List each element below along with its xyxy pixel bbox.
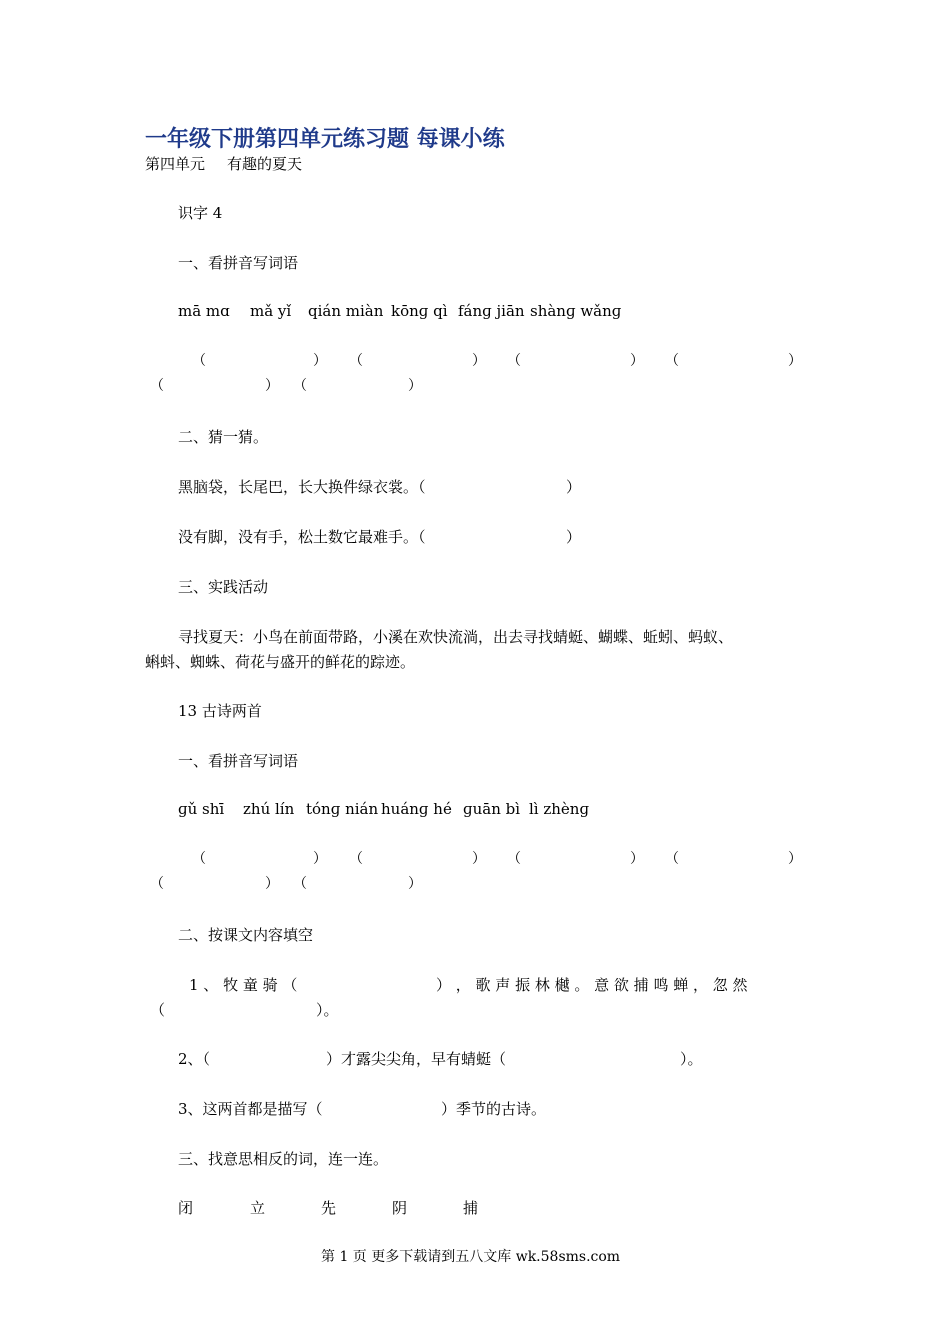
pinyin-word: fánɡ jiān <box>458 302 525 320</box>
section-heading: 一、看拼音写词语 <box>178 752 299 770</box>
pinyin-word: ɡǔ shī <box>178 800 225 818</box>
lesson-title-1: 识字 4 <box>178 204 223 222</box>
pinyin-word: zhú lín <box>243 800 295 818</box>
activity-text-line: 寻找夏天：小鸟在前面带路，小溪在欢快流淌，出去寻找蜻蜓、蝴蝶、蚯蚓、蚂蚁、 <box>178 628 734 646</box>
blank-open: （ <box>150 1001 166 1019</box>
blank-close: ） <box>265 876 279 892</box>
blank-close: ） <box>472 851 486 867</box>
pinyin-word: ɡuān bì <box>463 800 521 818</box>
pinyin-word: lì zhènɡ <box>529 800 590 818</box>
blank-close: ） <box>313 353 327 369</box>
riddle-1 <box>178 476 426 497</box>
unit-label <box>145 153 302 174</box>
pinyin-word: kōnɡ qì <box>391 302 448 320</box>
blank-open: （ <box>192 353 206 369</box>
blank-close: ） <box>788 353 802 369</box>
blank-close: ） <box>408 378 422 394</box>
blank-open: （ <box>293 876 307 892</box>
fill-item-1-part-b: ） ， 歌 声 振 林 樾 。 意 欲 捕 鸣 蝉 ， 忽 然 <box>436 976 748 994</box>
page-footer: 第 1 页 更多下载请到五八文库 wk.58sms.com <box>321 1249 621 1265</box>
match-word: 闭 <box>178 1199 194 1217</box>
fill-item-2-mid: ）才露尖尖角，早有蜻蜓（ <box>326 1050 507 1068</box>
activity-text-line: 蝌蚪、蜘蛛、荷花与盛开的鲜花的踪迹。 <box>145 653 416 671</box>
blank-close: ） <box>566 478 582 496</box>
blank-close: ） <box>265 378 279 394</box>
fill-item-2-end: ）。 <box>680 1050 703 1068</box>
fill-item-2-start: 2、（ <box>178 1050 211 1068</box>
blank-open: （ <box>665 353 679 369</box>
pinyin-word: tónɡ nián <box>306 800 379 818</box>
lesson-title-2: 13 古诗两首 <box>178 702 262 720</box>
section-heading: 二、猜一猜。 <box>178 428 269 446</box>
unit-theme: 有趣的夏天 <box>227 155 303 173</box>
blank-open: （ <box>192 851 206 867</box>
match-word: 捕 <box>463 1199 479 1217</box>
match-word: 先 <box>321 1199 337 1217</box>
blank-open: （ <box>349 851 363 867</box>
fill-item-1-end: ）。 <box>316 1001 339 1019</box>
section-heading: 一、看拼音写词语 <box>178 254 299 272</box>
section-heading: 三、实践活动 <box>178 578 269 596</box>
riddle-text: 没有脚，没有手，松土数它最难手。（ <box>178 528 426 546</box>
unit-name: 第四单元 <box>145 155 206 173</box>
section-heading: 二、按课文内容填空 <box>178 926 314 944</box>
fill-item-3-start: 3、这两首都是描写（ <box>178 1100 323 1118</box>
blank-open: （ <box>507 851 521 867</box>
fill-item-3-end: ）季节的古诗。 <box>441 1100 547 1118</box>
pinyin-word: shànɡ wǎnɡ <box>530 302 622 320</box>
blank-close: ） <box>313 851 327 867</box>
blank-close: ） <box>630 353 644 369</box>
blank-close: ） <box>630 851 644 867</box>
blank-open: （ <box>349 353 363 369</box>
blank-open: （ <box>150 378 164 394</box>
pinyin-row-1 <box>178 302 621 320</box>
pinyin-word: huánɡ hé <box>381 800 452 818</box>
blank-close: ） <box>788 851 802 867</box>
match-word: 立 <box>250 1199 266 1217</box>
pinyin-row-2 <box>178 800 589 818</box>
pinyin-word: mǎ yǐ <box>250 302 292 320</box>
riddle-text: 黑脑袋，长尾巴，长大换件绿衣裳。（ <box>178 478 426 496</box>
pinyin-word: mā mɑ <box>178 302 230 320</box>
blank-open: （ <box>507 353 521 369</box>
pinyin-word: qián miàn <box>308 302 384 320</box>
blank-open: （ <box>665 851 679 867</box>
blank-close: ） <box>472 353 486 369</box>
match-word: 阴 <box>392 1199 408 1217</box>
blank-close: ） <box>566 528 582 546</box>
fill-item-1-part-a: 1 、 牧 童 骑 （ <box>189 976 298 994</box>
blank-open: （ <box>150 876 164 892</box>
section-heading: 三、找意思相反的词，连一连。 <box>178 1150 389 1168</box>
blank-open: （ <box>293 378 307 394</box>
blank-close: ） <box>408 876 422 892</box>
riddle-2 <box>178 526 426 547</box>
page-title: 一年级下册第四单元练习题 每课小练 <box>145 126 505 152</box>
